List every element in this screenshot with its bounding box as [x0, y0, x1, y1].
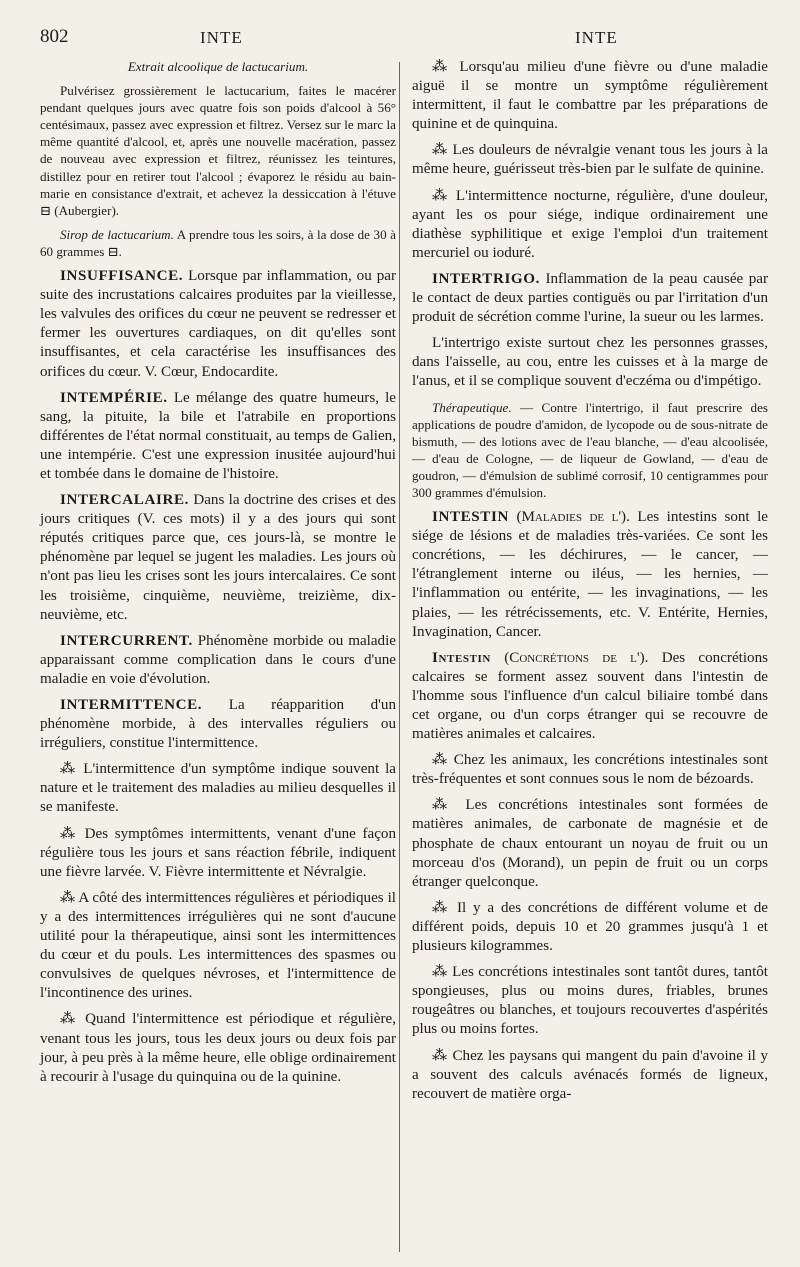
- insuffisance-body: Lorsque par inflammation, ou par suite des incrustations calcaires produites par la vieillesse, les valvules des orifices du cœur ne peuvent se redresser et fermer les ouvertures cardiaques, on dit qu'elles sont insuffisantes, et cela caractérise les insuffisances des orifices du cœur. V. Cœur, Endocardite.: [40, 268, 396, 380]
- intertrigo-paragraph-2: L'intertrigo existe surtout chez les personnes grasses, dans l'aisselle, au cou, entre les cuisses et à la marge de l'anus, et il se complique souvent d'eczéma ou d'impétigo.: [412, 335, 768, 390]
- intercalaire-body: Dans la doctrine des crises et des jours critiques (V. ces mots) il y a des jours qui sont réputés critiques parce que, ces jours-là, se montre le phénomène par lequel se jugent les maladies. Les jours où n'ont pas lieu les crises sont les jours intercalaires. Ce sont les troisième, cinquième, neuvième, treizième, dix-neuvième, etc.: [40, 492, 396, 623]
- right-paragraph-2: ⁂ Les douleurs de névralgie venant tous les jours à la même heure, guérisseut très-bien par le sulfate de quinine.: [412, 142, 768, 178]
- headword-intestin: INTESTIN: [432, 509, 509, 526]
- intermittence-paragraph-3: ⁂ Des symptômes intermittents, venant d'une façon régulière tous les jours et sans réaction fébrile, indiquent une fièvre larvée. V. Fièvre intermittente et Névralgie.: [40, 825, 396, 880]
- right-paragraph-3: ⁂ L'intermittence nocturne, régulière, d'une douleur, ayant les os pour siége, indique ordinairement une diathèse syphilitique et exige l'emploi d'un traitement mercuriel ou ioduré.: [412, 187, 768, 261]
- headword-insuffisance: INSUFFISANCE.: [60, 268, 184, 285]
- headword-intertrigo: INTERTRIGO.: [432, 270, 540, 287]
- headword-intestin-concretions: Intestin: [432, 649, 491, 666]
- extrait-title: Extrait alcoolique de lactucarium.: [127, 59, 309, 74]
- entry-intertrigo: [412, 270, 768, 327]
- therapeutique-paragraph: [412, 399, 768, 502]
- sirop-body: A prendre tous les soirs, à la dose de 30 à 60 grammes ⊟.: [40, 226, 396, 259]
- intermittence-paragraph-5: ⁂ Quand l'intermittence est périodique et régulière, venant tous les jours, tous les deux jours ou deux fois par jour, à peu près à la même heure, elle oblige ordinairement à recourir à l'usage du quinquina ou de la quinine.: [40, 1011, 396, 1085]
- headword-intermittence: INTERMITTENCE.: [60, 697, 203, 713]
- intermittence-paragraph-4: ⁂ A côté des intermittences régulières et périodiques il y a des intermittences irrégulières qui ne sont d'aucune utilité pour la thérapeutique, ainsi sont les intermittences du cœur et du pouls. Les intermittences des spasmes ou convulsives de quelques névroses, et l'intermittence de l'incontinence des urines.: [40, 889, 396, 1002]
- page-header: [40, 26, 768, 48]
- concretions-paragraph-5: ⁂ Les concrétions intestinales sont tantôt dures, tantôt spongieuses, plus ou moins dures, friables, brunes rougeâtres ou blanches, et toujours recouvertes d'aspérités plus ou moins fortes.: [412, 964, 768, 1038]
- concretions-paragraph-2: ⁂ Chez les animaux, les concrétions intestinales sont très-fréquentes et sont connues sous le nom de bézoards.: [412, 752, 768, 788]
- intestin-body: Les intestins sont le siége de lésions et de maladies très-variées. Ce sont les concrétions, — les déchirures, — le cancer, — l'étranglement interne ou iléus, — les hernies, — l'inflammation ou entérite, — les invaginations, — les plaies, — les rétrécissements, etc. V. Entérite, Hernies, Invagination, Cancer.: [412, 509, 768, 640]
- intercurrent-body: Phénomène morbide ou maladie apparaissant comme complication dans le cours d'une maladie en voie d'évolution.: [40, 632, 396, 687]
- concretions-paragraph-6: ⁂ Chez les paysans qui mangent du pain d'avoine il y a souvent des calculs avénacés formés de ligneux, recouvert de matière orga-: [412, 1047, 768, 1102]
- concretions-paragraph-3: ⁂ Les concrétions intestinales sont formées de matières animales, de carbonate de magnésie et de phosphate de chaux entourant un noyau de fruit ou un morceau d'os (Morand), un pepin de fruit ou un corps étranger quelconque.: [412, 797, 768, 890]
- intermittence-body: La réapparition d'un phénomène morbide, à des intervalles réguliers ou irréguliers, constitue l'intermittence.: [40, 697, 397, 752]
- intermittence-paragraph-2: ⁂ L'intermittence d'un symptôme indique souvent la nature et le traitement des maladies au milieu desquelles il se manifeste.: [40, 761, 396, 816]
- entry-intercalaire: [40, 491, 396, 625]
- page-number: 802: [40, 26, 69, 47]
- sirop-entry: [40, 226, 396, 260]
- therapeutique-body: — Contre l'intertrigo, il faut prescrire des applications de poudre d'amidon, de lycopode ou de sous-nitrate de bismuth, — des lotions avec de l'eau blanche, — d'eau alcoolisée, — d'eau de Cologne, — de liqueur de Gowland, — d'eau de goudron, — d'émulsion de sublimé corrosif, 10 centigrammes pour 300 grammes d'émulsion.: [412, 399, 768, 500]
- left-column: [40, 58, 396, 1094]
- right-column: [412, 58, 768, 1111]
- entry-intemperie: [40, 389, 396, 484]
- entry-intermittence: [40, 696, 396, 753]
- right-paragraph-1: ⁂ Lorsqu'au milieu d'une fièvre ou d'une maladie aiguë il se montre un symptôme régulièrement intermittent, il faut le combattre par les préparations de quinine et de quinquina.: [412, 59, 768, 133]
- headword-intemperie: INTEMPÉRIE.: [60, 389, 168, 406]
- concretions-paragraph-4: ⁂ Il y a des concrétions de différent volume et de différent poids, depuis 10 et 20 grammes jusqu'à 1 et plusieurs kilogrammes.: [412, 899, 768, 955]
- headword-intercurrent: INTERCURRENT.: [60, 632, 193, 649]
- headword-intercalaire: INTERCALAIRE.: [60, 492, 189, 509]
- intertrigo-body: Inflammation de la peau causée par le contact de deux parties contiguës ou par l'irritation d'un produit de sécrétion comme l'urine, la sueur ou les larmes.: [412, 270, 768, 326]
- sirop-title: Sirop de lactucarium.: [60, 226, 174, 242]
- concretions-subtitle: (Concrétions de l').: [504, 649, 649, 666]
- extrait-body: Pulvérisez grossièrement le lactucarium, faites le macérer pendant quelques jours avec quatre fois son poids d'alcool à 56° centésimaux, passez avec expression et filtrez. Versez sur le marc la même quantité d'alcool, et, après une nouvelle macération, passez de nouveau avec expression et filtrez, réunissez les teintures, distillez pour en retirer tout l'alcool ; évaporez le résidu au bain-marie en consistance d'extrait, et achevez la dessiccation à l'étuve ⊟ (Aubergier).: [40, 83, 396, 218]
- running-head-right: INTE: [575, 28, 618, 47]
- intestin-subtitle: (Maladies de l').: [516, 509, 630, 526]
- column-divider: [399, 62, 400, 1252]
- intemperie-body: Le mélange des quatre humeurs, le sang, la pituite, la bile et l'atrabile en proportions différentes de l'état normal constituait, au temps de Galien, une intempérie. C'est une expression inusitée aujourd'hui et tombée dans le domaine de l'histoire.: [40, 389, 396, 482]
- running-head-left: INTE: [200, 28, 243, 47]
- therapeutique-label: Thérapeutique.: [432, 399, 512, 415]
- entry-insuffisance: [40, 267, 396, 382]
- concretions-body: Des concrétions calcaires se forment assez souvent dans l'intestin de l'homme sous l'influence d'un calcul biliaire tombé dans cet organe, ou d'un corps étranger qui se recouvre de matières animales et calcaires.: [412, 649, 769, 743]
- entry-intestin: [412, 508, 768, 642]
- entry-intercurrent: [40, 632, 396, 689]
- entry-concretions: [412, 649, 768, 744]
